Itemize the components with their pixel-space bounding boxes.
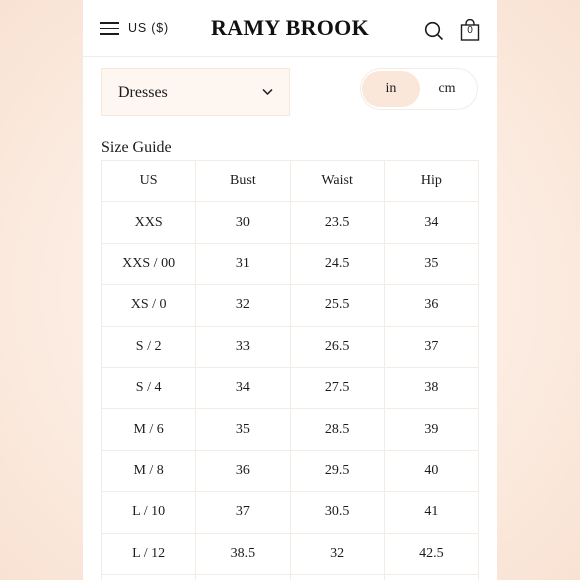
table-cell: 41 xyxy=(384,492,478,533)
table-cell: S / 4 xyxy=(102,367,196,408)
table-cell xyxy=(290,574,384,580)
table-cell: M / 6 xyxy=(102,409,196,450)
table-cell xyxy=(102,574,196,580)
mobile-page xyxy=(83,0,497,580)
table-cell: 36 xyxy=(384,285,478,326)
table-row xyxy=(102,450,479,491)
table-cell: 36 xyxy=(196,450,290,491)
table-cell: L / 10 xyxy=(102,492,196,533)
table-cell: 25.5 xyxy=(290,285,384,326)
table-cell xyxy=(384,574,478,580)
table-cell: L / 12 xyxy=(102,533,196,574)
chevron-down-icon xyxy=(262,88,273,96)
table-cell: 28.5 xyxy=(290,409,384,450)
search-icon[interactable] xyxy=(424,21,444,41)
table-row xyxy=(102,409,479,450)
table-cell: 30.5 xyxy=(290,492,384,533)
table-row xyxy=(102,574,479,580)
column-header-bust: Bust xyxy=(196,161,290,202)
table-cell: 32 xyxy=(290,533,384,574)
table-cell: 37 xyxy=(384,326,478,367)
table-cell: M / 8 xyxy=(102,450,196,491)
table-cell xyxy=(196,574,290,580)
size-guide-title: Size Guide xyxy=(101,139,172,156)
category-dropdown[interactable] xyxy=(101,68,290,116)
table-cell: 38.5 xyxy=(196,533,290,574)
table-row xyxy=(102,533,479,574)
table-cell: 39 xyxy=(384,409,478,450)
table-cell: 42.5 xyxy=(384,533,478,574)
table-row xyxy=(102,202,479,243)
table-header-row xyxy=(102,161,479,202)
table-cell: 40 xyxy=(384,450,478,491)
table-cell: 23.5 xyxy=(290,202,384,243)
table-cell: 27.5 xyxy=(290,367,384,408)
table-cell: 29.5 xyxy=(290,450,384,491)
site-header xyxy=(83,0,497,57)
table-row xyxy=(102,367,479,408)
table-row xyxy=(102,326,479,367)
brand-logo[interactable]: RAMY BROOK xyxy=(210,15,369,40)
column-header-waist: Waist xyxy=(290,161,384,202)
table-cell: XS / 0 xyxy=(102,285,196,326)
table-row xyxy=(102,492,479,533)
table-cell: XXS xyxy=(102,202,196,243)
table-cell: 26.5 xyxy=(290,326,384,367)
shopping-bag-icon[interactable] xyxy=(460,19,480,41)
size-guide-table xyxy=(101,160,479,580)
column-header-us: US xyxy=(102,161,196,202)
table-cell: 34 xyxy=(196,367,290,408)
table-cell: XXS / 00 xyxy=(102,243,196,284)
table-cell: S / 2 xyxy=(102,326,196,367)
currency-selector[interactable]: US ($) xyxy=(128,21,169,35)
table-row xyxy=(102,243,479,284)
table-cell: 35 xyxy=(384,243,478,284)
bag-count-badge: 0 xyxy=(467,25,473,36)
table-cell: 37 xyxy=(196,492,290,533)
table-cell: 24.5 xyxy=(290,243,384,284)
table-cell: 30 xyxy=(196,202,290,243)
table-cell: 38 xyxy=(384,367,478,408)
table-cell: 33 xyxy=(196,326,290,367)
table-cell: 32 xyxy=(196,285,290,326)
column-header-hip: Hip xyxy=(384,161,478,202)
table-cell: 35 xyxy=(196,409,290,450)
table-cell: 34 xyxy=(384,202,478,243)
table-row xyxy=(102,285,479,326)
unit-option-in[interactable]: in xyxy=(362,71,420,107)
unit-toggle xyxy=(360,68,478,110)
unit-option-cm[interactable]: cm xyxy=(438,81,456,96)
table-cell: 31 xyxy=(196,243,290,284)
category-selected-value: Dresses xyxy=(118,84,168,101)
